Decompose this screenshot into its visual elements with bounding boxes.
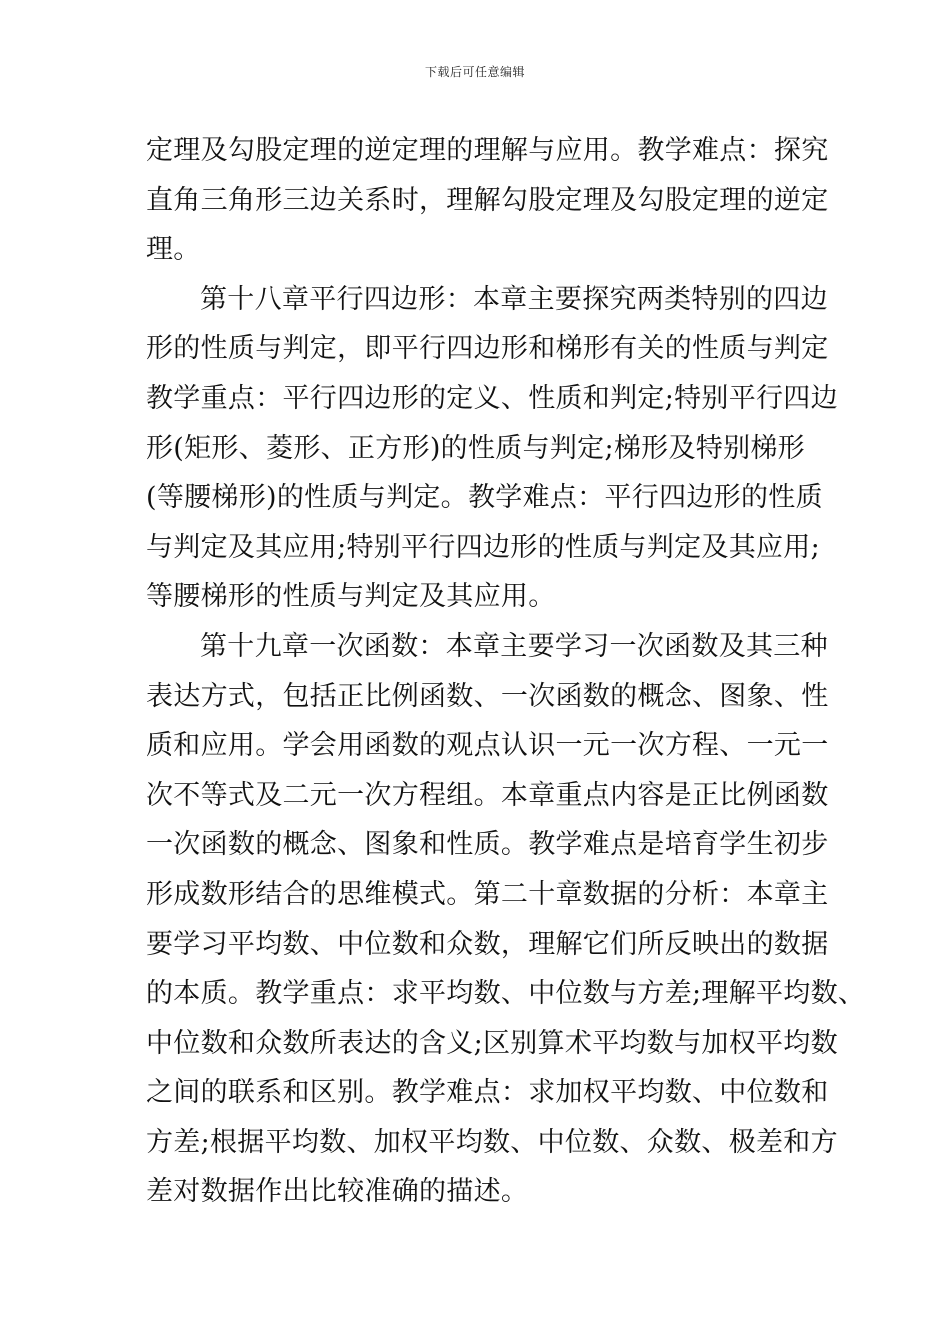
document-body bbox=[146, 126, 866, 1217]
paragraph-start-line: 第十八章平行四边形：本章主要探究两类特别的四边 bbox=[200, 283, 828, 315]
text-line: 与判定及其应用;特别平行四边形的性质与判定及其应用; bbox=[146, 531, 820, 563]
text-line: 之间的联系和区别。教学难点：求加权平均数、中位数和 bbox=[146, 1077, 829, 1109]
text-line: 表达方式，包括正比例函数、一次函数的概念、图象、性 bbox=[146, 680, 829, 712]
text-line: 差对数据作出比较准确的描述。 bbox=[146, 1176, 529, 1208]
text-line: 次不等式及二元一次方程组。本章重点内容是正比例函数 bbox=[146, 779, 829, 811]
text-line: 中位数和众数所表达的含义;区别算术平均数与加权平均数 bbox=[146, 1027, 838, 1059]
text-line: 质和应用。学会用函数的观点认识一元一次方程、一元一 bbox=[146, 730, 829, 762]
text-line: 定理及勾股定理的逆定理的理解与应用。教学难点：探究 bbox=[146, 135, 829, 166]
text-line: 形(矩形、菱形、正方形)的性质与判定;梯形及特别梯形 bbox=[146, 432, 805, 464]
text-line: 形成数形结合的思维模式。第二十章数据的分析：本章主 bbox=[146, 878, 829, 910]
text-line: 的本质。教学重点：求平均数、中位数与方差;理解平均数、 bbox=[146, 978, 866, 1010]
paragraph-start-line: 第十九章一次函数：本章主要学习一次函数及其三种 bbox=[200, 630, 828, 662]
text-line: 教学重点：平行四边形的定义、性质和判定;特别平行四边 bbox=[146, 382, 838, 414]
text-line: 形的性质与判定，即平行四边形和梯形有关的性质与判定 bbox=[146, 333, 829, 365]
text-line: 要学习平均数、中位数和众数，理解它们所反映出的数据 bbox=[146, 928, 829, 960]
text-line: 方差;根据平均数、加权平均数、中位数、众数、极差和方 bbox=[146, 1126, 838, 1158]
text-line: 一次函数的概念、图象和性质。教学难点是培育学生初步 bbox=[146, 829, 829, 861]
text-line: (等腰梯形)的性质与判定。教学难点：平行四边形的性质 bbox=[146, 482, 823, 514]
text-line: 等腰梯形的性质与判定及其应用。 bbox=[146, 581, 556, 613]
text-line: 理。 bbox=[146, 234, 201, 266]
page-header-note: 下载后可任意编辑 bbox=[424, 65, 525, 79]
text-line: 直角三角形三边关系时，理解勾股定理及勾股定理的逆定 bbox=[146, 184, 829, 216]
